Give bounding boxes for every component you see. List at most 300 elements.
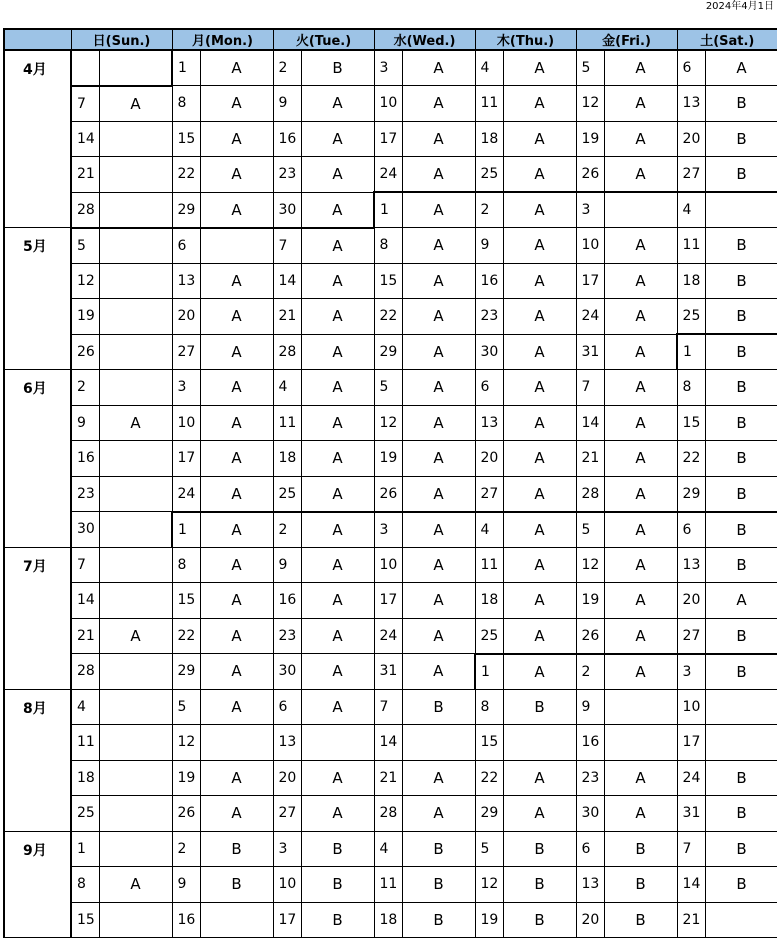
day-number: 13 bbox=[172, 263, 200, 299]
schedule-code: A bbox=[402, 760, 475, 796]
schedule-code: B bbox=[301, 867, 374, 903]
day-number: 13 bbox=[576, 867, 604, 903]
day-number: 3 bbox=[273, 831, 301, 867]
schedule-code bbox=[604, 192, 677, 228]
week-row bbox=[4, 50, 777, 86]
schedule-code: A bbox=[402, 299, 475, 335]
schedule-code: A bbox=[301, 441, 374, 477]
schedule-code: A bbox=[503, 547, 576, 583]
schedule-code: A bbox=[301, 547, 374, 583]
day-number: 13 bbox=[475, 405, 503, 441]
day-number: 27 bbox=[475, 476, 503, 512]
schedule-code bbox=[99, 725, 172, 761]
day-number: 22 bbox=[172, 157, 200, 193]
day-number: 7 bbox=[71, 547, 99, 583]
schedule-code: A bbox=[402, 370, 475, 406]
schedule-code: B bbox=[705, 121, 777, 157]
schedule-code: B bbox=[705, 547, 777, 583]
schedule-code: A bbox=[705, 50, 777, 86]
schedule-code: A bbox=[604, 796, 677, 832]
day-number: 8 bbox=[374, 228, 402, 264]
day-number: 30 bbox=[475, 334, 503, 370]
schedule-code: B bbox=[402, 831, 475, 867]
weekday-header bbox=[677, 29, 777, 50]
schedule-code: B bbox=[503, 831, 576, 867]
schedule-code: B bbox=[604, 867, 677, 903]
day-number: 29 bbox=[677, 476, 705, 512]
schedule-code bbox=[99, 654, 172, 690]
schedule-code: A bbox=[503, 370, 576, 406]
day-number: 6 bbox=[273, 689, 301, 725]
schedule-code: A bbox=[200, 476, 273, 512]
schedule-code: A bbox=[604, 618, 677, 654]
day-number: 24 bbox=[374, 618, 402, 654]
schedule-code: B bbox=[705, 796, 777, 832]
day-number: 14 bbox=[71, 583, 99, 619]
day-number: 15 bbox=[71, 902, 99, 938]
day-number: 7 bbox=[576, 370, 604, 406]
weekday-english: (Fri.) bbox=[615, 34, 651, 49]
day-number: 8 bbox=[677, 370, 705, 406]
day-number: 24 bbox=[374, 157, 402, 193]
day-number: 17 bbox=[576, 263, 604, 299]
day-number: 8 bbox=[71, 867, 99, 903]
day-number: 6 bbox=[172, 228, 200, 264]
day-number: 10 bbox=[273, 867, 301, 903]
schedule-code: A bbox=[503, 796, 576, 832]
day-number: 21 bbox=[71, 157, 99, 193]
schedule-code: B bbox=[301, 50, 374, 86]
schedule-code bbox=[99, 299, 172, 335]
schedule-code: B bbox=[402, 902, 475, 938]
day-number: 16 bbox=[475, 263, 503, 299]
week-row bbox=[4, 760, 777, 796]
schedule-code: A bbox=[200, 512, 273, 548]
day-number: 22 bbox=[172, 618, 200, 654]
schedule-code: A bbox=[301, 760, 374, 796]
day-number: 3 bbox=[374, 512, 402, 548]
date-stamp: 2024年4月1日 bbox=[705, 1, 774, 12]
week-row bbox=[4, 192, 777, 228]
day-number: 18 bbox=[374, 902, 402, 938]
schedule-code: A bbox=[200, 583, 273, 619]
week-row bbox=[4, 86, 777, 122]
week-row bbox=[4, 334, 777, 370]
day-number: 28 bbox=[71, 654, 99, 690]
week-row bbox=[4, 689, 777, 725]
schedule-code: A bbox=[503, 476, 576, 512]
schedule-code: A bbox=[503, 441, 576, 477]
schedule-code bbox=[99, 689, 172, 725]
schedule-code: A bbox=[301, 476, 374, 512]
schedule-code: A bbox=[604, 299, 677, 335]
day-number: 28 bbox=[374, 796, 402, 832]
weekday-kanji: 土 bbox=[700, 34, 714, 49]
day-number: 28 bbox=[71, 192, 99, 228]
schedule-code: A bbox=[99, 405, 172, 441]
schedule-code bbox=[604, 689, 677, 725]
day-number bbox=[71, 50, 99, 86]
day-number: 11 bbox=[677, 228, 705, 264]
schedule-code: A bbox=[301, 654, 374, 690]
day-number: 23 bbox=[273, 157, 301, 193]
schedule-code: A bbox=[200, 157, 273, 193]
day-number: 26 bbox=[374, 476, 402, 512]
schedule-code bbox=[301, 725, 374, 761]
schedule-code: A bbox=[301, 86, 374, 122]
weekday-header bbox=[71, 29, 172, 50]
day-number: 2 bbox=[273, 512, 301, 548]
week-row bbox=[4, 831, 777, 867]
schedule-code bbox=[99, 547, 172, 583]
day-number: 19 bbox=[172, 760, 200, 796]
schedule-code: A bbox=[402, 121, 475, 157]
schedule-code: A bbox=[503, 86, 576, 122]
schedule-code: A bbox=[200, 121, 273, 157]
schedule-code: A bbox=[604, 50, 677, 86]
schedule-code: A bbox=[200, 50, 273, 86]
schedule-code: A bbox=[200, 689, 273, 725]
schedule-code: A bbox=[503, 405, 576, 441]
day-number: 24 bbox=[677, 760, 705, 796]
schedule-code bbox=[99, 50, 172, 86]
day-number: 1 bbox=[677, 334, 705, 370]
day-number: 29 bbox=[172, 192, 200, 228]
schedule-code: B bbox=[503, 689, 576, 725]
day-number: 9 bbox=[273, 547, 301, 583]
schedule-code: A bbox=[301, 299, 374, 335]
weekday-header bbox=[172, 29, 273, 50]
week-row bbox=[4, 405, 777, 441]
schedule-code: A bbox=[503, 654, 576, 690]
schedule-code: A bbox=[301, 405, 374, 441]
schedule-code: A bbox=[604, 334, 677, 370]
day-number: 3 bbox=[677, 654, 705, 690]
schedule-code: A bbox=[402, 654, 475, 690]
schedule-code: A bbox=[402, 583, 475, 619]
day-number: 4 bbox=[475, 512, 503, 548]
day-number: 15 bbox=[374, 263, 402, 299]
day-number: 8 bbox=[475, 689, 503, 725]
day-number: 22 bbox=[475, 760, 503, 796]
day-number: 26 bbox=[576, 618, 604, 654]
day-number: 12 bbox=[374, 405, 402, 441]
month-label: 4月 bbox=[4, 50, 71, 228]
schedule-code: A bbox=[503, 299, 576, 335]
schedule-code bbox=[99, 583, 172, 619]
day-number: 11 bbox=[374, 867, 402, 903]
day-number: 19 bbox=[475, 902, 503, 938]
day-number: 18 bbox=[71, 760, 99, 796]
day-number: 10 bbox=[374, 547, 402, 583]
schedule-code: A bbox=[503, 334, 576, 370]
day-number: 24 bbox=[576, 299, 604, 335]
schedule-code: A bbox=[402, 512, 475, 548]
week-row bbox=[4, 121, 777, 157]
month-label: 8月 bbox=[4, 689, 71, 831]
day-number: 27 bbox=[677, 618, 705, 654]
day-number: 14 bbox=[273, 263, 301, 299]
schedule-code: A bbox=[503, 121, 576, 157]
day-number: 18 bbox=[475, 583, 503, 619]
day-number: 25 bbox=[273, 476, 301, 512]
day-number: 1 bbox=[71, 831, 99, 867]
schedule-code: B bbox=[402, 689, 475, 725]
day-number: 31 bbox=[677, 796, 705, 832]
day-number: 23 bbox=[273, 618, 301, 654]
schedule-code: A bbox=[200, 618, 273, 654]
day-number: 19 bbox=[576, 583, 604, 619]
schedule-code: A bbox=[402, 441, 475, 477]
day-number: 16 bbox=[273, 583, 301, 619]
day-number: 6 bbox=[677, 50, 705, 86]
schedule-code: A bbox=[200, 547, 273, 583]
day-number: 13 bbox=[677, 86, 705, 122]
week-row bbox=[4, 370, 777, 406]
schedule-code bbox=[604, 725, 677, 761]
schedule-code: B bbox=[705, 299, 777, 335]
weekday-english: (Sat.) bbox=[713, 34, 755, 49]
day-number: 10 bbox=[576, 228, 604, 264]
day-number: 19 bbox=[576, 121, 604, 157]
day-number: 1 bbox=[475, 654, 503, 690]
day-number: 28 bbox=[576, 476, 604, 512]
week-row bbox=[4, 476, 777, 512]
month-label: 9月 bbox=[4, 831, 71, 938]
schedule-code: A bbox=[402, 86, 475, 122]
schedule-code: A bbox=[402, 192, 475, 228]
schedule-code bbox=[99, 760, 172, 796]
weekday-kanji: 水 bbox=[393, 34, 407, 49]
day-number: 15 bbox=[172, 583, 200, 619]
header-corner bbox=[4, 29, 71, 50]
day-number: 18 bbox=[273, 441, 301, 477]
day-number: 17 bbox=[172, 441, 200, 477]
day-number: 26 bbox=[576, 157, 604, 193]
schedule-code: A bbox=[200, 441, 273, 477]
day-number: 5 bbox=[71, 228, 99, 264]
schedule-code: A bbox=[604, 263, 677, 299]
schedule-code: B bbox=[200, 831, 273, 867]
weekday-header bbox=[475, 29, 576, 50]
day-number: 10 bbox=[374, 86, 402, 122]
schedule-code: A bbox=[503, 228, 576, 264]
schedule-code: A bbox=[200, 299, 273, 335]
day-number: 27 bbox=[677, 157, 705, 193]
schedule-code: B bbox=[604, 831, 677, 867]
schedule-code bbox=[705, 689, 777, 725]
day-number: 1 bbox=[172, 50, 200, 86]
day-number: 23 bbox=[576, 760, 604, 796]
schedule-code: A bbox=[402, 547, 475, 583]
schedule-code: A bbox=[301, 334, 374, 370]
day-number: 23 bbox=[71, 476, 99, 512]
schedule-code bbox=[99, 831, 172, 867]
schedule-code: A bbox=[604, 654, 677, 690]
schedule-code bbox=[99, 121, 172, 157]
day-number: 9 bbox=[475, 228, 503, 264]
month-label: 5月 bbox=[4, 228, 71, 370]
day-number: 4 bbox=[273, 370, 301, 406]
day-number: 2 bbox=[172, 831, 200, 867]
day-number: 25 bbox=[677, 299, 705, 335]
week-row bbox=[4, 867, 777, 903]
schedule-code: B bbox=[200, 867, 273, 903]
day-number: 11 bbox=[273, 405, 301, 441]
schedule-code: A bbox=[301, 157, 374, 193]
schedule-code: B bbox=[705, 370, 777, 406]
day-number: 7 bbox=[273, 228, 301, 264]
schedule-code bbox=[705, 725, 777, 761]
day-number: 14 bbox=[71, 121, 99, 157]
schedule-code: A bbox=[301, 121, 374, 157]
schedule-code: A bbox=[402, 405, 475, 441]
day-number: 30 bbox=[71, 512, 99, 548]
schedule-code: B bbox=[705, 618, 777, 654]
schedule-code: A bbox=[604, 476, 677, 512]
weekday-kanji: 金 bbox=[602, 34, 616, 49]
schedule-code: A bbox=[503, 583, 576, 619]
week-row bbox=[4, 441, 777, 477]
schedule-code: A bbox=[301, 512, 374, 548]
schedule-code: B bbox=[705, 334, 777, 370]
day-number: 21 bbox=[576, 441, 604, 477]
day-number: 5 bbox=[172, 689, 200, 725]
day-number: 20 bbox=[677, 583, 705, 619]
schedule-code: B bbox=[705, 867, 777, 903]
day-number: 11 bbox=[475, 86, 503, 122]
schedule-code: A bbox=[604, 760, 677, 796]
day-number: 22 bbox=[677, 441, 705, 477]
day-number: 31 bbox=[374, 654, 402, 690]
schedule-code: A bbox=[301, 796, 374, 832]
day-number: 21 bbox=[273, 299, 301, 335]
schedule-code: A bbox=[503, 192, 576, 228]
schedule-code: A bbox=[705, 583, 777, 619]
schedule-code: A bbox=[200, 654, 273, 690]
schedule-code: A bbox=[301, 618, 374, 654]
schedule-code: A bbox=[402, 228, 475, 264]
schedule-code: B bbox=[503, 867, 576, 903]
day-number: 3 bbox=[374, 50, 402, 86]
day-number: 30 bbox=[273, 654, 301, 690]
schedule-code: B bbox=[705, 476, 777, 512]
schedule-code: A bbox=[604, 441, 677, 477]
schedule-code: A bbox=[402, 796, 475, 832]
schedule-code bbox=[200, 228, 273, 264]
schedule-code bbox=[705, 902, 777, 938]
weekday-english: (Tue.) bbox=[308, 34, 352, 49]
schedule-code: A bbox=[402, 618, 475, 654]
day-number: 13 bbox=[273, 725, 301, 761]
week-row bbox=[4, 299, 777, 335]
day-number: 15 bbox=[475, 725, 503, 761]
weekday-header bbox=[374, 29, 475, 50]
day-number: 20 bbox=[576, 902, 604, 938]
schedule-code: B bbox=[705, 831, 777, 867]
weekday-kanji: 日 bbox=[92, 34, 106, 49]
day-number: 17 bbox=[677, 725, 705, 761]
day-number: 2 bbox=[71, 370, 99, 406]
day-number: 31 bbox=[576, 334, 604, 370]
week-row bbox=[4, 654, 777, 690]
day-number: 5 bbox=[475, 831, 503, 867]
schedule-code: A bbox=[604, 547, 677, 583]
day-number: 8 bbox=[172, 86, 200, 122]
schedule-code: A bbox=[402, 50, 475, 86]
day-number: 9 bbox=[71, 405, 99, 441]
schedule-code: B bbox=[705, 86, 777, 122]
schedule-code: A bbox=[200, 334, 273, 370]
day-number: 4 bbox=[475, 50, 503, 86]
day-number: 4 bbox=[374, 831, 402, 867]
day-number: 24 bbox=[172, 476, 200, 512]
day-number: 19 bbox=[374, 441, 402, 477]
schedule-code: A bbox=[200, 192, 273, 228]
schedule-code bbox=[503, 725, 576, 761]
day-number: 26 bbox=[172, 796, 200, 832]
day-number: 12 bbox=[71, 263, 99, 299]
schedule-code: B bbox=[705, 654, 777, 690]
week-row bbox=[4, 157, 777, 193]
day-number: 20 bbox=[677, 121, 705, 157]
day-number: 1 bbox=[374, 192, 402, 228]
day-number: 25 bbox=[475, 157, 503, 193]
day-number: 22 bbox=[374, 299, 402, 335]
day-number: 16 bbox=[172, 902, 200, 938]
day-number: 25 bbox=[71, 796, 99, 832]
day-number: 28 bbox=[273, 334, 301, 370]
day-number: 16 bbox=[71, 441, 99, 477]
schedule-code bbox=[705, 192, 777, 228]
day-number: 2 bbox=[475, 192, 503, 228]
day-number: 6 bbox=[475, 370, 503, 406]
day-number: 2 bbox=[576, 654, 604, 690]
day-number: 25 bbox=[475, 618, 503, 654]
day-number: 13 bbox=[677, 547, 705, 583]
calendar-table bbox=[3, 28, 777, 938]
day-number: 4 bbox=[677, 192, 705, 228]
schedule-code: A bbox=[402, 334, 475, 370]
schedule-code: B bbox=[705, 760, 777, 796]
week-row bbox=[4, 902, 777, 938]
day-number: 16 bbox=[273, 121, 301, 157]
schedule-code: A bbox=[604, 405, 677, 441]
day-number: 27 bbox=[273, 796, 301, 832]
day-number: 18 bbox=[475, 121, 503, 157]
day-number: 14 bbox=[576, 405, 604, 441]
schedule-code: A bbox=[503, 263, 576, 299]
weekday-english: (Sun.) bbox=[105, 34, 151, 49]
weekday-header bbox=[273, 29, 374, 50]
day-number: 8 bbox=[172, 547, 200, 583]
day-number: 29 bbox=[475, 796, 503, 832]
schedule-code: A bbox=[200, 370, 273, 406]
day-number: 20 bbox=[273, 760, 301, 796]
schedule-code: B bbox=[705, 263, 777, 299]
schedule-code: A bbox=[402, 157, 475, 193]
day-number: 9 bbox=[576, 689, 604, 725]
schedule-code: A bbox=[503, 512, 576, 548]
day-number: 14 bbox=[677, 867, 705, 903]
day-number: 3 bbox=[172, 370, 200, 406]
schedule-code: A bbox=[503, 760, 576, 796]
day-number: 30 bbox=[576, 796, 604, 832]
schedule-code: A bbox=[200, 405, 273, 441]
day-number: 19 bbox=[71, 299, 99, 335]
schedule-code: A bbox=[604, 157, 677, 193]
schedule-code bbox=[99, 263, 172, 299]
